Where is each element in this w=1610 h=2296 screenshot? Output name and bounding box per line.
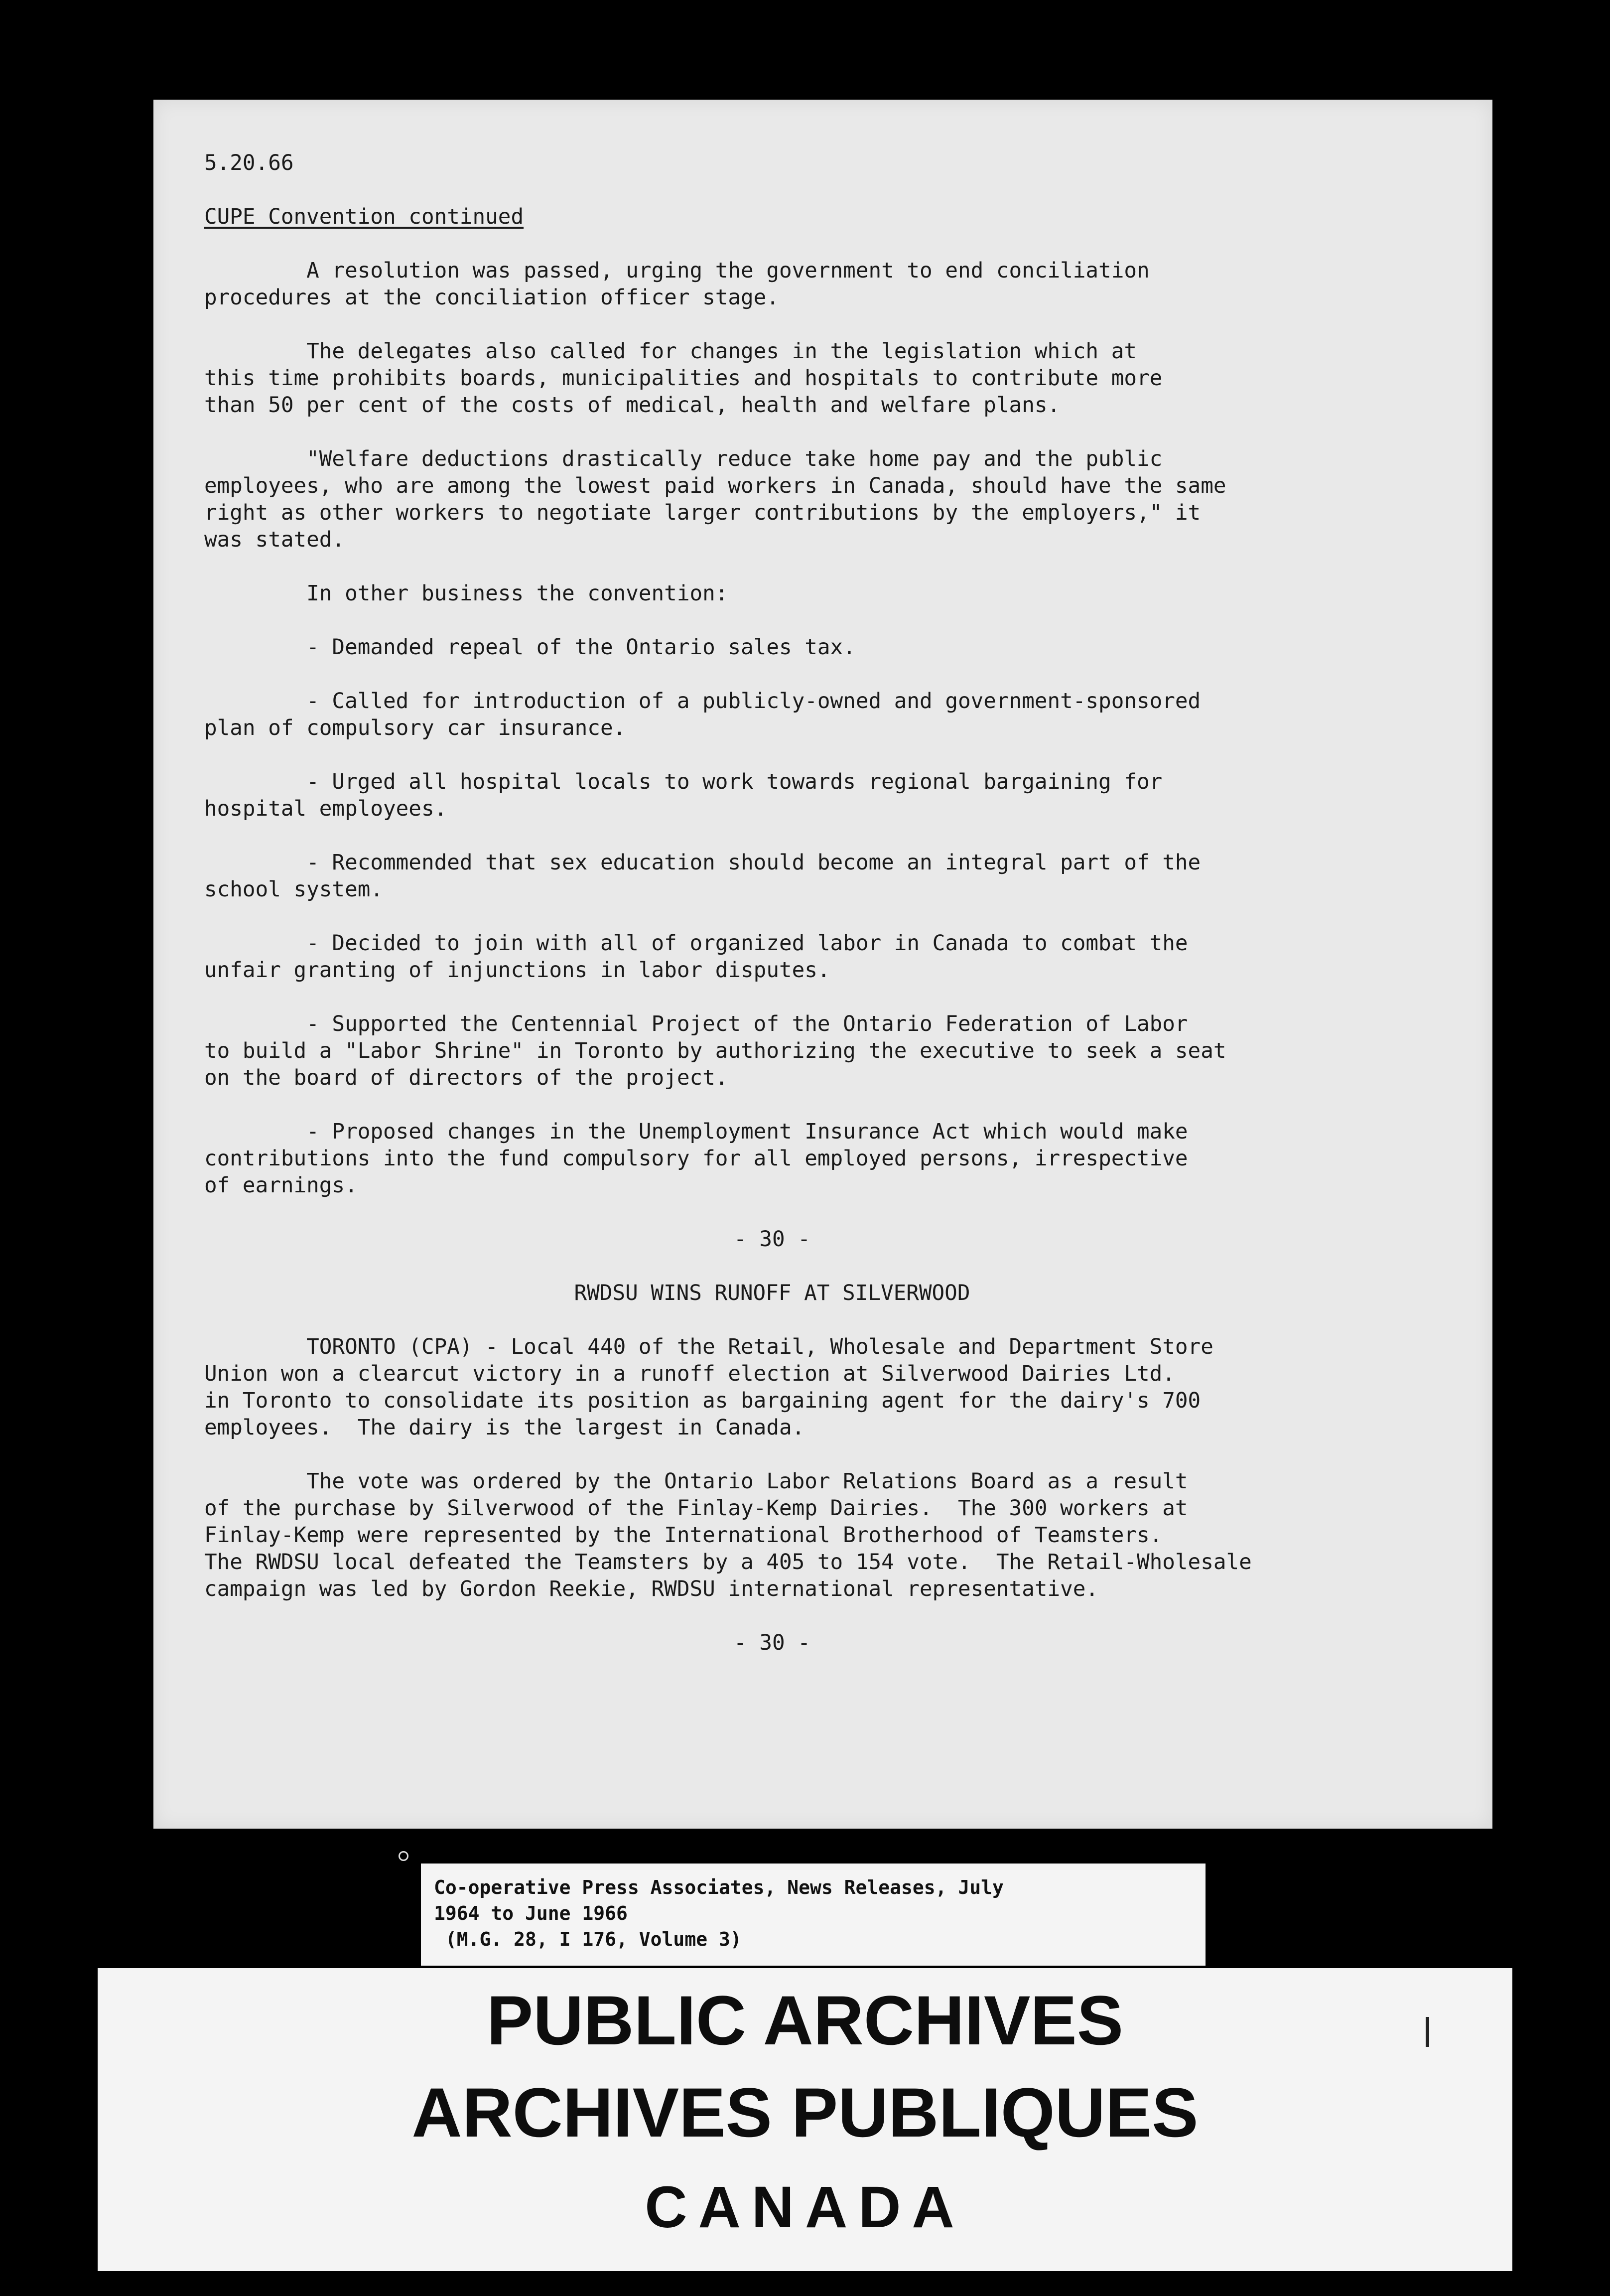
story2-heading: RWDSU WINS RUNOFF AT SILVERWOOD: [574, 1281, 970, 1305]
scan-mark: [1426, 2017, 1429, 2047]
paragraph: [204, 1010, 1340, 1091]
story1-paragraphs: [204, 257, 1340, 1199]
text-line: right as other workers to negotiate larger contributions by the employers," it: [204, 500, 1201, 525]
caption-line: 1964 to June 1966: [434, 1902, 628, 1924]
text-line: procedures at the conciliation officer stage.: [204, 285, 779, 310]
paragraph: [204, 338, 1340, 419]
text-line: on the board of directors of the project.: [204, 1065, 728, 1090]
page-marker: - 30 -: [734, 1630, 810, 1655]
typed-document-body: [204, 149, 1340, 1656]
text-line: plan of compulsory car insurance.: [204, 716, 626, 740]
text-line: than 50 per cent of the costs of medical, health and welfare plans.: [204, 393, 1061, 418]
text-line: The RWDSU local defeated the Teamsters by a 405 to 154 vote. The Retail-Wholesale: [204, 1550, 1252, 1575]
page-marker: - 30 -: [734, 1227, 810, 1252]
paragraph: [204, 768, 1340, 822]
stamp-line-french: ARCHIVES PUBLIQUES: [411, 2073, 1199, 2152]
text-line: - Supported the Centennial Project of the Ontario Federation of Labor: [204, 1011, 1188, 1036]
text-line: employees, who are among the lowest paid workers in Canada, should have the same: [204, 473, 1226, 498]
text-line: - Demanded repeal of the Ontario sales tax.: [204, 635, 856, 660]
text-line: "Welfare deductions drastically reduce take home pay and the public: [204, 446, 1163, 471]
paragraph: [204, 1333, 1340, 1441]
text-line: Finlay-Kemp were represented by the International Brotherhood of Teamsters.: [204, 1523, 1163, 1548]
text-line: - Urged all hospital locals to work towards regional bargaining for: [204, 769, 1163, 794]
text-line: The delegates also called for changes in the legislation which at: [204, 339, 1137, 364]
text-line: of the purchase by Silverwood of the Finlay-Kemp Dairies. The 300 workers at: [204, 1496, 1188, 1521]
stamp-line-english: PUBLIC ARCHIVES: [486, 1981, 1124, 2059]
text-line: - Decided to join with all of organized labor in Canada to combat the: [204, 931, 1188, 956]
archive-stamp: [98, 1968, 1512, 2271]
stamp-line-country: CANADA: [645, 2174, 965, 2240]
text-line: TORONTO (CPA) - Local 440 of the Retail, Wholesale and Department Store: [204, 1334, 1213, 1359]
text-line: unfair granting of injunctions in labor disputes.: [204, 958, 830, 983]
text-line: - Proposed changes in the Unemployment Insurance Act which would make: [204, 1119, 1188, 1144]
caption-line: (M.G. 28, I 176, Volume 3): [434, 1928, 742, 1950]
text-line: contributions into the fund compulsory for all employed persons, irrespective: [204, 1146, 1188, 1171]
paragraph: [204, 849, 1340, 903]
text-line: - Called for introduction of a publicly-owned and government-sponsored: [204, 689, 1201, 714]
paragraph: [204, 580, 1340, 607]
text-line: The vote was ordered by the Ontario Labor Relations Board as a result: [204, 1469, 1188, 1494]
paragraph: [204, 930, 1340, 984]
text-line: Union won a clearcut victory in a runoff election at Silverwood Dairies Ltd.: [204, 1361, 1175, 1386]
text-line: to build a "Labor Shrine" in Toronto by authorizing the executive to seek a seat: [204, 1038, 1226, 1063]
speck: [399, 1851, 408, 1861]
text-line: employees. The dairy is the largest in Canada.: [204, 1415, 805, 1440]
paragraph: [204, 1468, 1340, 1602]
text-line: In other business the convention:: [204, 581, 728, 606]
text-line: A resolution was passed, urging the government to end conciliation: [204, 258, 1150, 283]
text-line: campaign was led by Gordon Reekie, RWDSU international representative.: [204, 1577, 1099, 1601]
text-line: school system.: [204, 877, 384, 902]
paragraph: [204, 688, 1340, 741]
section-heading: CUPE Convention continued: [204, 204, 524, 229]
caption-line: Co-operative Press Associates, News Releases, July: [434, 1876, 1004, 1898]
paragraph: [204, 634, 1340, 661]
text-line: in Toronto to consolidate its position as bargaining agent for the dairy's 700: [204, 1388, 1201, 1413]
paragraph: [204, 1118, 1340, 1199]
text-line: - Recommended that sex education should become an integral part of the: [204, 850, 1201, 875]
paragraph: [204, 257, 1340, 311]
document-date: 5.20.66: [204, 150, 294, 175]
text-line: hospital employees.: [204, 796, 447, 821]
archive-caption-label: [421, 1864, 1206, 1966]
text-line: of earnings.: [204, 1173, 358, 1198]
paragraph: [204, 445, 1340, 553]
story2-paragraphs: [204, 1333, 1340, 1602]
text-line: was stated.: [204, 527, 345, 552]
text-line: this time prohibits boards, municipalities and hospitals to contribute more: [204, 366, 1163, 391]
